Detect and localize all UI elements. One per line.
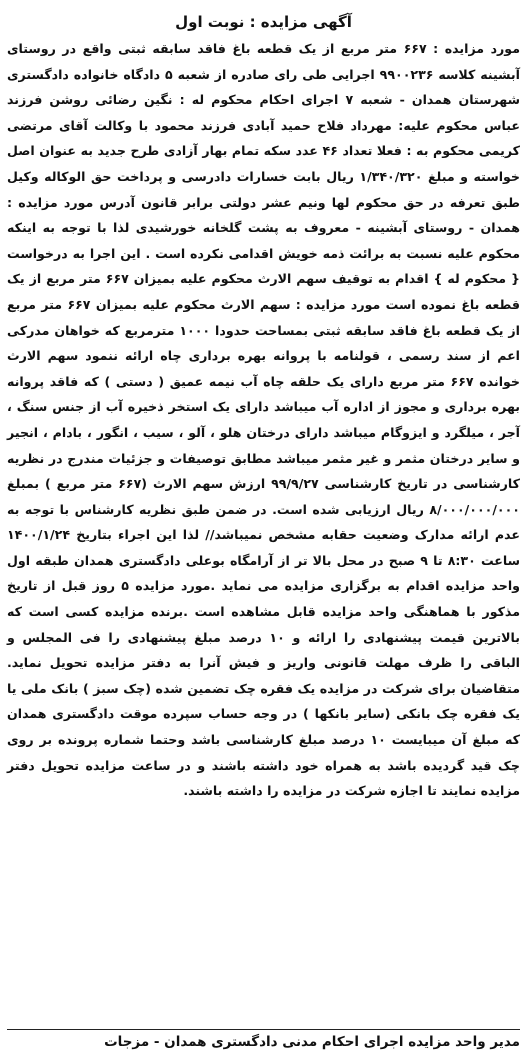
auction-notice (7, 0, 520, 1056)
notice-signature: مدیر واحد مزایده اجرای احکام مدنی دادگستری همدان - مزجات (104, 1034, 520, 1050)
notice-title: آگهی مزایده : نوبت اول (175, 13, 352, 31)
footer-divider (7, 1029, 520, 1030)
notice-body: مورد مزایده : ۶۶۷ متر مربع از یک قطعه باغ فاقد سابقه ثبتی واقع در روستای آبشینه کلاسه ۹۹۰۰۲۳۶ اجرایی طی رای صادره از شعبه ۵ دادگاه خانواده دادگستری شهرستان همدان - شعبه ۷ اجرای احکام محکوم له : نگین رضائی روشن فرزند عباس محکوم علیه: مهرداد فلاح حمید آبادی فرزند محمود با وکالت آقای مرتضی کریمی محکوم به : فعلا تعداد ۴۶ عدد سکه تمام بهار آزادی طرح جدید به عنوان اصل خواسته و مبلغ ۱/۳۴۰/۳۲۰ ریال بابت خسارات دادرسی و پرداخت حق الوکاله وکیل طبق تعرفه در حق محکوم لها ونیم عشر دولتی برابر قانون آدرس مورد مزایده : همدان - روستای آبشینه - معروف به پشت گلخانه خورشیدی لذا با توجه به اینکه محکوم علیه نسبت به برائت ذمه خویش اقدامی نکرده است . این اجرا به درخواست { محکوم له } اقدام به توقیف سهم الارث محکوم علیه بمیزان ۶۶۷ متر مربع از یک قطعه باغ نموده است مورد مزایده : سهم الارث محکوم علیه بمیزان ۶۶۷ متر مربع از یک قطعه باغ فاقد سابقه ثبتی بمساحت حدودا ۱۰۰۰ مترمربع که خواهان مدرکی اعم از سند رسمی ، قولنامه با پروانه بهره برداری چاه ارائه ننمود سهم الارث خوانده ۶۶۷ متر مربع دارای یک حلقه چاه آب نیمه عمیق ( دستی ) که فاقد پروانه بهره برداری و مجوز از اداره آب میباشد دارای یک استخر ذخیره آب از جنس سنگ ، آجر ، میلگرد و ایزوگام میباشد دارای درختان هلو ، آلو ، سیب ، انگور ، بادام ، انجیر و سایر درختان مثمر و غیر مثمر میباشد مطابق توصیفات و جزئیات مندرج در نظریه کارشناسی در تاریخ کارشناسی ۹۹/۹/۲۷ ارزش سهم الارث (۶۶۷ متر مربع ) بمبلغ ۸/۰۰۰/۰۰۰/۰۰۰ ریال ارزیابی شده است. در ضمن طبق نظریه کارشناس با توجه به عدم ارائه مدارک وضعیت حقابه مشخص نمیباشد// لذا این اجراء بتاریخ ۱۴۰۰/۱/۲۴ ساعت ۸:۳۰ تا ۹ صبح در محل بالا تر از آرامگاه بوعلی دادگستری همدان طبقه اول واحد مزایده اقدام به برگزاری مزایده می نماید .مورد مزایده ۵ روز قبل از تاریخ مذکور با هماهنگی واحد مزایده قابل مشاهده است .برنده مزایده کسی است که بالاترین قیمت پیشنهادی را ارائه و ۱۰ درصد مبلغ پیشنهادی را فی المجلس و الباقی را ظرف مهلت قانونی واریز و فیش آنرا به دفتر مزایده تحویل نماید. متقاضیان برای شرکت در مزایده یک فقره چک تضمین شده (چک سبز ) بانک ملی یا یک فقره چک بانکی (سایر بانکها ) در وجه حساب سپرده موقت دادگستری همدان که مبلغ آن میبایست ۱۰ درصد مبلغ کارشناسی باشد وحتما شماره پرونده بر روی چک قید گردیده باشد به همراه خود داشته باشند و در ساعت مزایده تحویل دفتر مزایده نمایند تا اجازه شرکت در مزایده را داشته باشند. (7, 41, 521, 799)
